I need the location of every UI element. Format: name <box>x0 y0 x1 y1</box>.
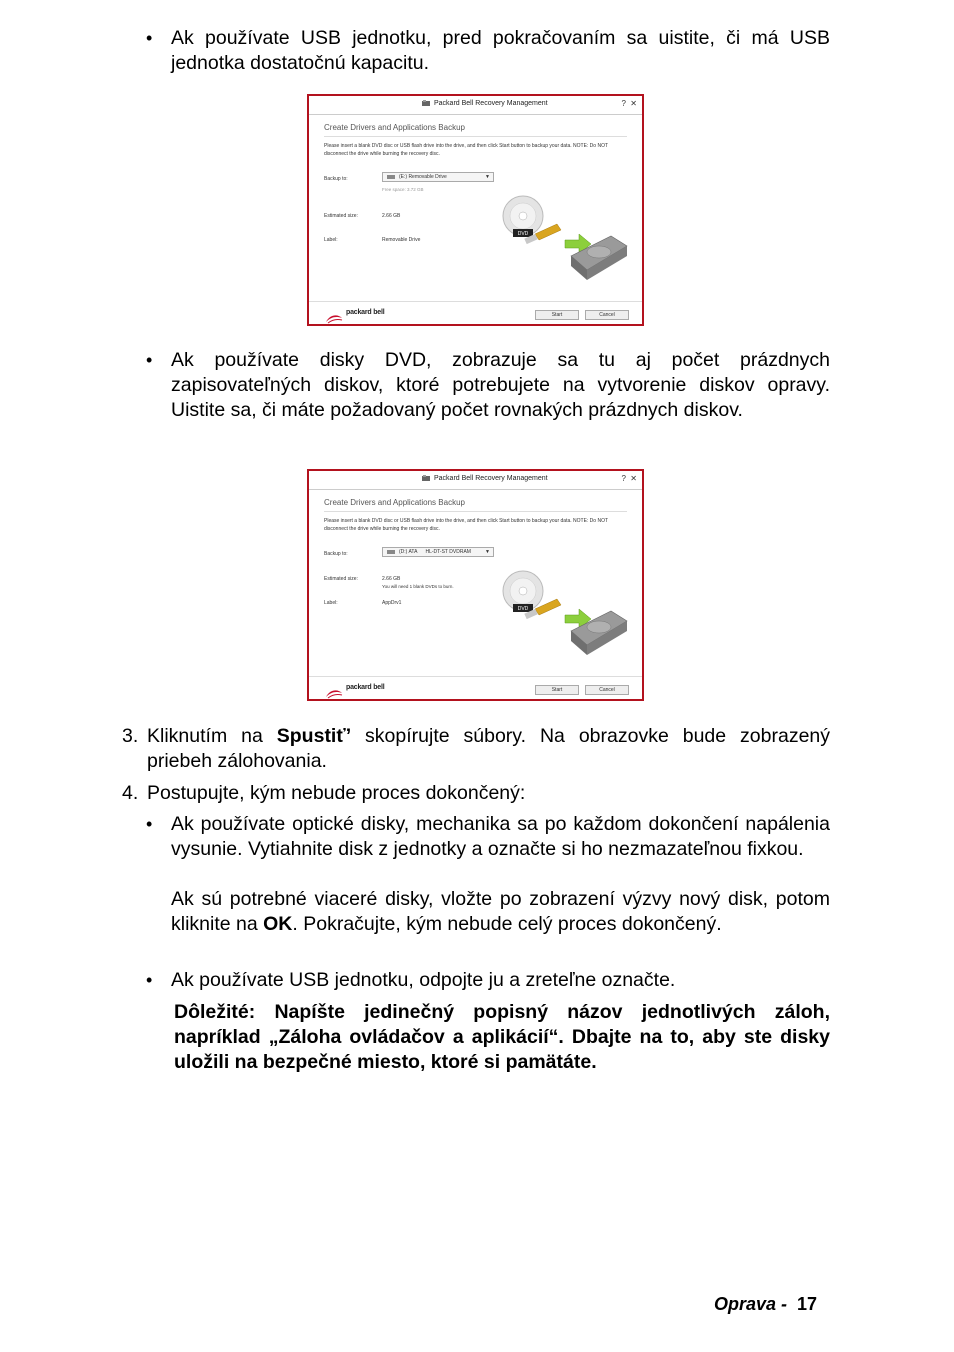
multiple-discs-text: Ak sú potrebné viaceré disky, vložte po zobrazení výzvy nový disk, potom kliknite na OK. Pokračujte, kým nebude celý proces dokončený. <box>171 888 830 935</box>
drive-icon <box>387 550 395 554</box>
dialog-title: Packard Bell Recovery Management <box>434 475 548 482</box>
label-value: Removable Drive <box>382 237 421 243</box>
estimated-size-value: 2.66 GB <box>382 576 401 582</box>
dvd-tag: DVD <box>517 231 529 237</box>
discs-needed-note: You will need 1 blank DVDs to burn. <box>382 584 454 589</box>
help-button[interactable]: ? <box>621 474 626 483</box>
close-button[interactable]: ✕ <box>630 474 637 483</box>
dialog-instruction: Please insert a blank DVD disc or USB flash drive into the drive, and then click Start button to backup your data. NOTE: Do NOT disconnect the drive while burning the recovery disc. <box>324 143 608 157</box>
backup-to-value: (D:) ATA HL-DT-ST DVDRAM <box>399 549 471 555</box>
dialog-title: Packard Bell Recovery Management <box>434 100 548 107</box>
app-icon <box>422 475 430 482</box>
cancel-button[interactable]: Cancel <box>585 310 629 320</box>
backup-to-select[interactable] <box>382 172 494 182</box>
footer-divider <box>309 676 642 677</box>
usb-capacity-bullet: Ak používate USB jednotku, pred pokračovaním sa uistite, či má USB jednotka dostatočnú kapacitu. <box>171 27 830 74</box>
page-number: 17 <box>797 1294 818 1314</box>
footer-divider <box>309 301 642 302</box>
backup-to-label: Backup to: <box>324 551 348 557</box>
heading-divider <box>324 511 627 512</box>
free-space-text: Free space: 3.72 GB <box>382 187 424 192</box>
page-footer <box>714 1294 817 1315</box>
recovery-dialog-usb <box>307 94 644 326</box>
close-button[interactable]: ✕ <box>630 99 637 108</box>
backup-to-select[interactable] <box>382 547 494 557</box>
chevron-down-icon: ▼ <box>485 174 490 180</box>
logo-swoosh-icon <box>324 688 344 700</box>
packard-bell-logo: packard bell <box>324 683 394 695</box>
heading-divider <box>324 136 627 137</box>
app-icon <box>422 100 430 107</box>
step-3-number: 3. <box>122 725 139 747</box>
logo-swoosh-icon <box>324 313 344 325</box>
bullet-marker: • <box>146 970 153 990</box>
step-4-text: Postupujte, kým nebude proces dokončený: <box>147 782 526 804</box>
section-name: Oprava - <box>714 1294 788 1314</box>
label-label: Label: <box>324 237 338 243</box>
cancel-button[interactable]: Cancel <box>585 685 629 695</box>
bullet-marker: • <box>146 28 153 48</box>
label-label: Label: <box>324 600 338 606</box>
bullet-marker: • <box>146 814 153 834</box>
backup-illustration <box>499 569 629 669</box>
step-3-text: Kliknutím na Spustiť’ skopírujte súbory. Na obrazovke bude zobrazený priebeh zálohovania. <box>147 725 831 772</box>
packard-bell-logo: packard bell <box>324 308 394 320</box>
help-button[interactable]: ? <box>621 99 626 108</box>
important-note: Dôležité: Napíšte jedinečný popisný názov jednotlivých záloh, napríklad „Záloha ovládačov a aplikácií“. Dbajte na to, aby ste disky uložili na bezpečné miesto, ktoré si pamätáte. <box>174 1001 830 1073</box>
dialog-heading: Create Drivers and Applications Backup <box>324 123 465 132</box>
chevron-down-icon: ▼ <box>485 549 490 555</box>
estimated-size-label: Estimated size: <box>324 213 358 219</box>
dvd-count-bullet: Ak používate disky DVD, zobrazuje sa tu aj počet prázdnych zapisovateľných diskov, ktoré potrebujete na vytvorenie diskov opravy. Uistite sa, či máte požadovaný počet rovnakých prázdnych diskov. <box>171 349 830 421</box>
estimated-size-label: Estimated size: <box>324 576 358 582</box>
backup-illustration <box>499 194 629 294</box>
dialog-titlebar <box>309 471 642 490</box>
bullet-marker: • <box>146 350 153 370</box>
label-value: AppDrv1 <box>382 600 402 606</box>
dvd-tag: DVD <box>517 606 529 612</box>
backup-to-label: Backup to: <box>324 176 348 182</box>
usb-disconnect-bullet: Ak používate USB jednotku, odpojte ju a zreteľne označte. <box>171 969 676 991</box>
recovery-dialog-dvd <box>307 469 644 701</box>
backup-to-value: (E:) Removable Drive <box>399 174 447 180</box>
dialog-instruction: Please insert a blank DVD disc or USB flash drive into the drive, and then click Start button to backup your data. NOTE: Do NOT disconnect the drive while burning the recovery disc. <box>324 518 608 532</box>
dialog-heading: Create Drivers and Applications Backup <box>324 498 465 507</box>
drive-icon <box>387 175 395 179</box>
step-4-number: 4. <box>122 782 139 804</box>
dialog-titlebar <box>309 96 642 115</box>
start-button[interactable]: Start <box>535 685 579 695</box>
start-button[interactable]: Start <box>535 310 579 320</box>
estimated-size-value: 2.66 GB <box>382 213 401 219</box>
optical-discs-bullet: Ak používate optické disky, mechanika sa po každom dokončení napálenia vysunie. Vytiahnite disk z jednotky a označte si ho nezmazateľnou fixkou. <box>171 813 830 860</box>
